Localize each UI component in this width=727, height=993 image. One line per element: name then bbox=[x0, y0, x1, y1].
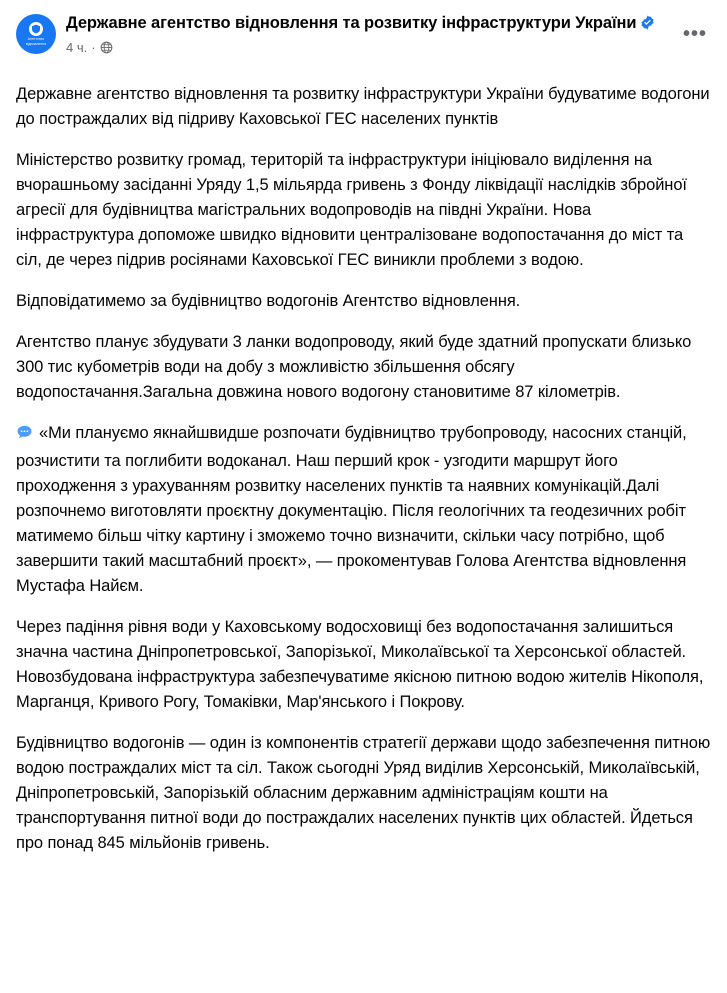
post-paragraph: Будівництво водогонів — один із компонентів стратегії держави щодо забезпечення питною водою постраждалих міст та сіл. Також сьогодні Уряд виділив Херсонській, Миколаївській, Дніпропетровській, Запорізькій обласним державним адміністраціям кошти на транспортування питної води до постраждалих населених пунктів цих областей. Йдеться про понад 845 мільйонів гривень. bbox=[16, 734, 711, 852]
verified-badge-icon bbox=[640, 14, 655, 36]
post-quote-text: «Ми плануємо якнайшвидше розпочати будівництво трубопроводу, насосних станцій, розчистити та поглибити водоканал. Наш перший крок - узгодити маршрут його проходження з урахуванням розвитку населених пунктів та наявних комунікацій.Далі розпочнемо виготовляти проєктну документацію. Після геологічних та геодезичних робіт матимемо більш чітку картину і зможемо точно визначити, скільки часу потрібно, щоб завершити такий масштабний проєкт», — прокоментував Голова Агентства відновлення Мустафа Найєм. bbox=[16, 424, 687, 595]
post-quote-paragraph bbox=[16, 421, 711, 599]
post-paragraph: Агентство планує збудувати 3 ланки водопроводу, який буде здатний пропускати близько 300 тис кубометрів води на добу з можливістю збільшення обсягу водопостачання.Загальна довжина нового водогону становитиме 87 кілометрів. bbox=[16, 333, 692, 401]
post-header-text bbox=[66, 12, 711, 56]
post-paragraph: Через падіння рівня води у Каховському водосховищі без водопостачання залишиться значна частина Дніпропетровської, Запорізької, Миколаївської та Херсонської областей. Новозбудована інфраструктура забезпечуватиме якісною питною водою жителів Нікополя, Марганця, Кривого Рогу, Томаківки, Мар'янського і Покрову. bbox=[16, 618, 704, 711]
speech-bubble-icon bbox=[16, 424, 33, 449]
avatar-label: Агентство відновлення bbox=[25, 37, 47, 46]
avatar-emblem-icon bbox=[29, 22, 43, 36]
post-header bbox=[16, 12, 711, 68]
post-body bbox=[16, 82, 711, 856]
post-paragraph: Відповідатимемо за будівництво водогонів Агентство відновлення. bbox=[16, 292, 521, 310]
page-name-row[interactable] bbox=[66, 12, 665, 36]
post-more-options-button[interactable]: ••• bbox=[682, 23, 707, 45]
page-name[interactable]: Державне агентство відновлення та розвитку інфраструктури України bbox=[66, 14, 637, 32]
post-meta bbox=[66, 39, 665, 56]
avatar[interactable] bbox=[16, 14, 56, 54]
globe-icon[interactable] bbox=[100, 41, 113, 54]
post-paragraph: Міністерство розвитку громад, територій та інфраструктури ініціювало виділення на вчорашньому засіданні Уряду 1,5 мільярда гривень з Фонду ліквідації наслідків збройної агресії для будівництва магістральних водопроводів на півдні України. Нова інфраструктура допоможе швидко відновити централізоване водопостачання до міст та сіл, де через підрив росіянами Каховської ГЕС виникли проблеми з водою. bbox=[16, 151, 687, 269]
meta-separator: · bbox=[91, 40, 96, 55]
post-paragraph: Державне агентство відновлення та розвитку інфраструктури України будуватиме водогони до постраждалих від підриву Каховської ГЕС населених пунктів bbox=[16, 85, 710, 128]
post-timestamp[interactable]: 4 ч. bbox=[66, 40, 88, 55]
